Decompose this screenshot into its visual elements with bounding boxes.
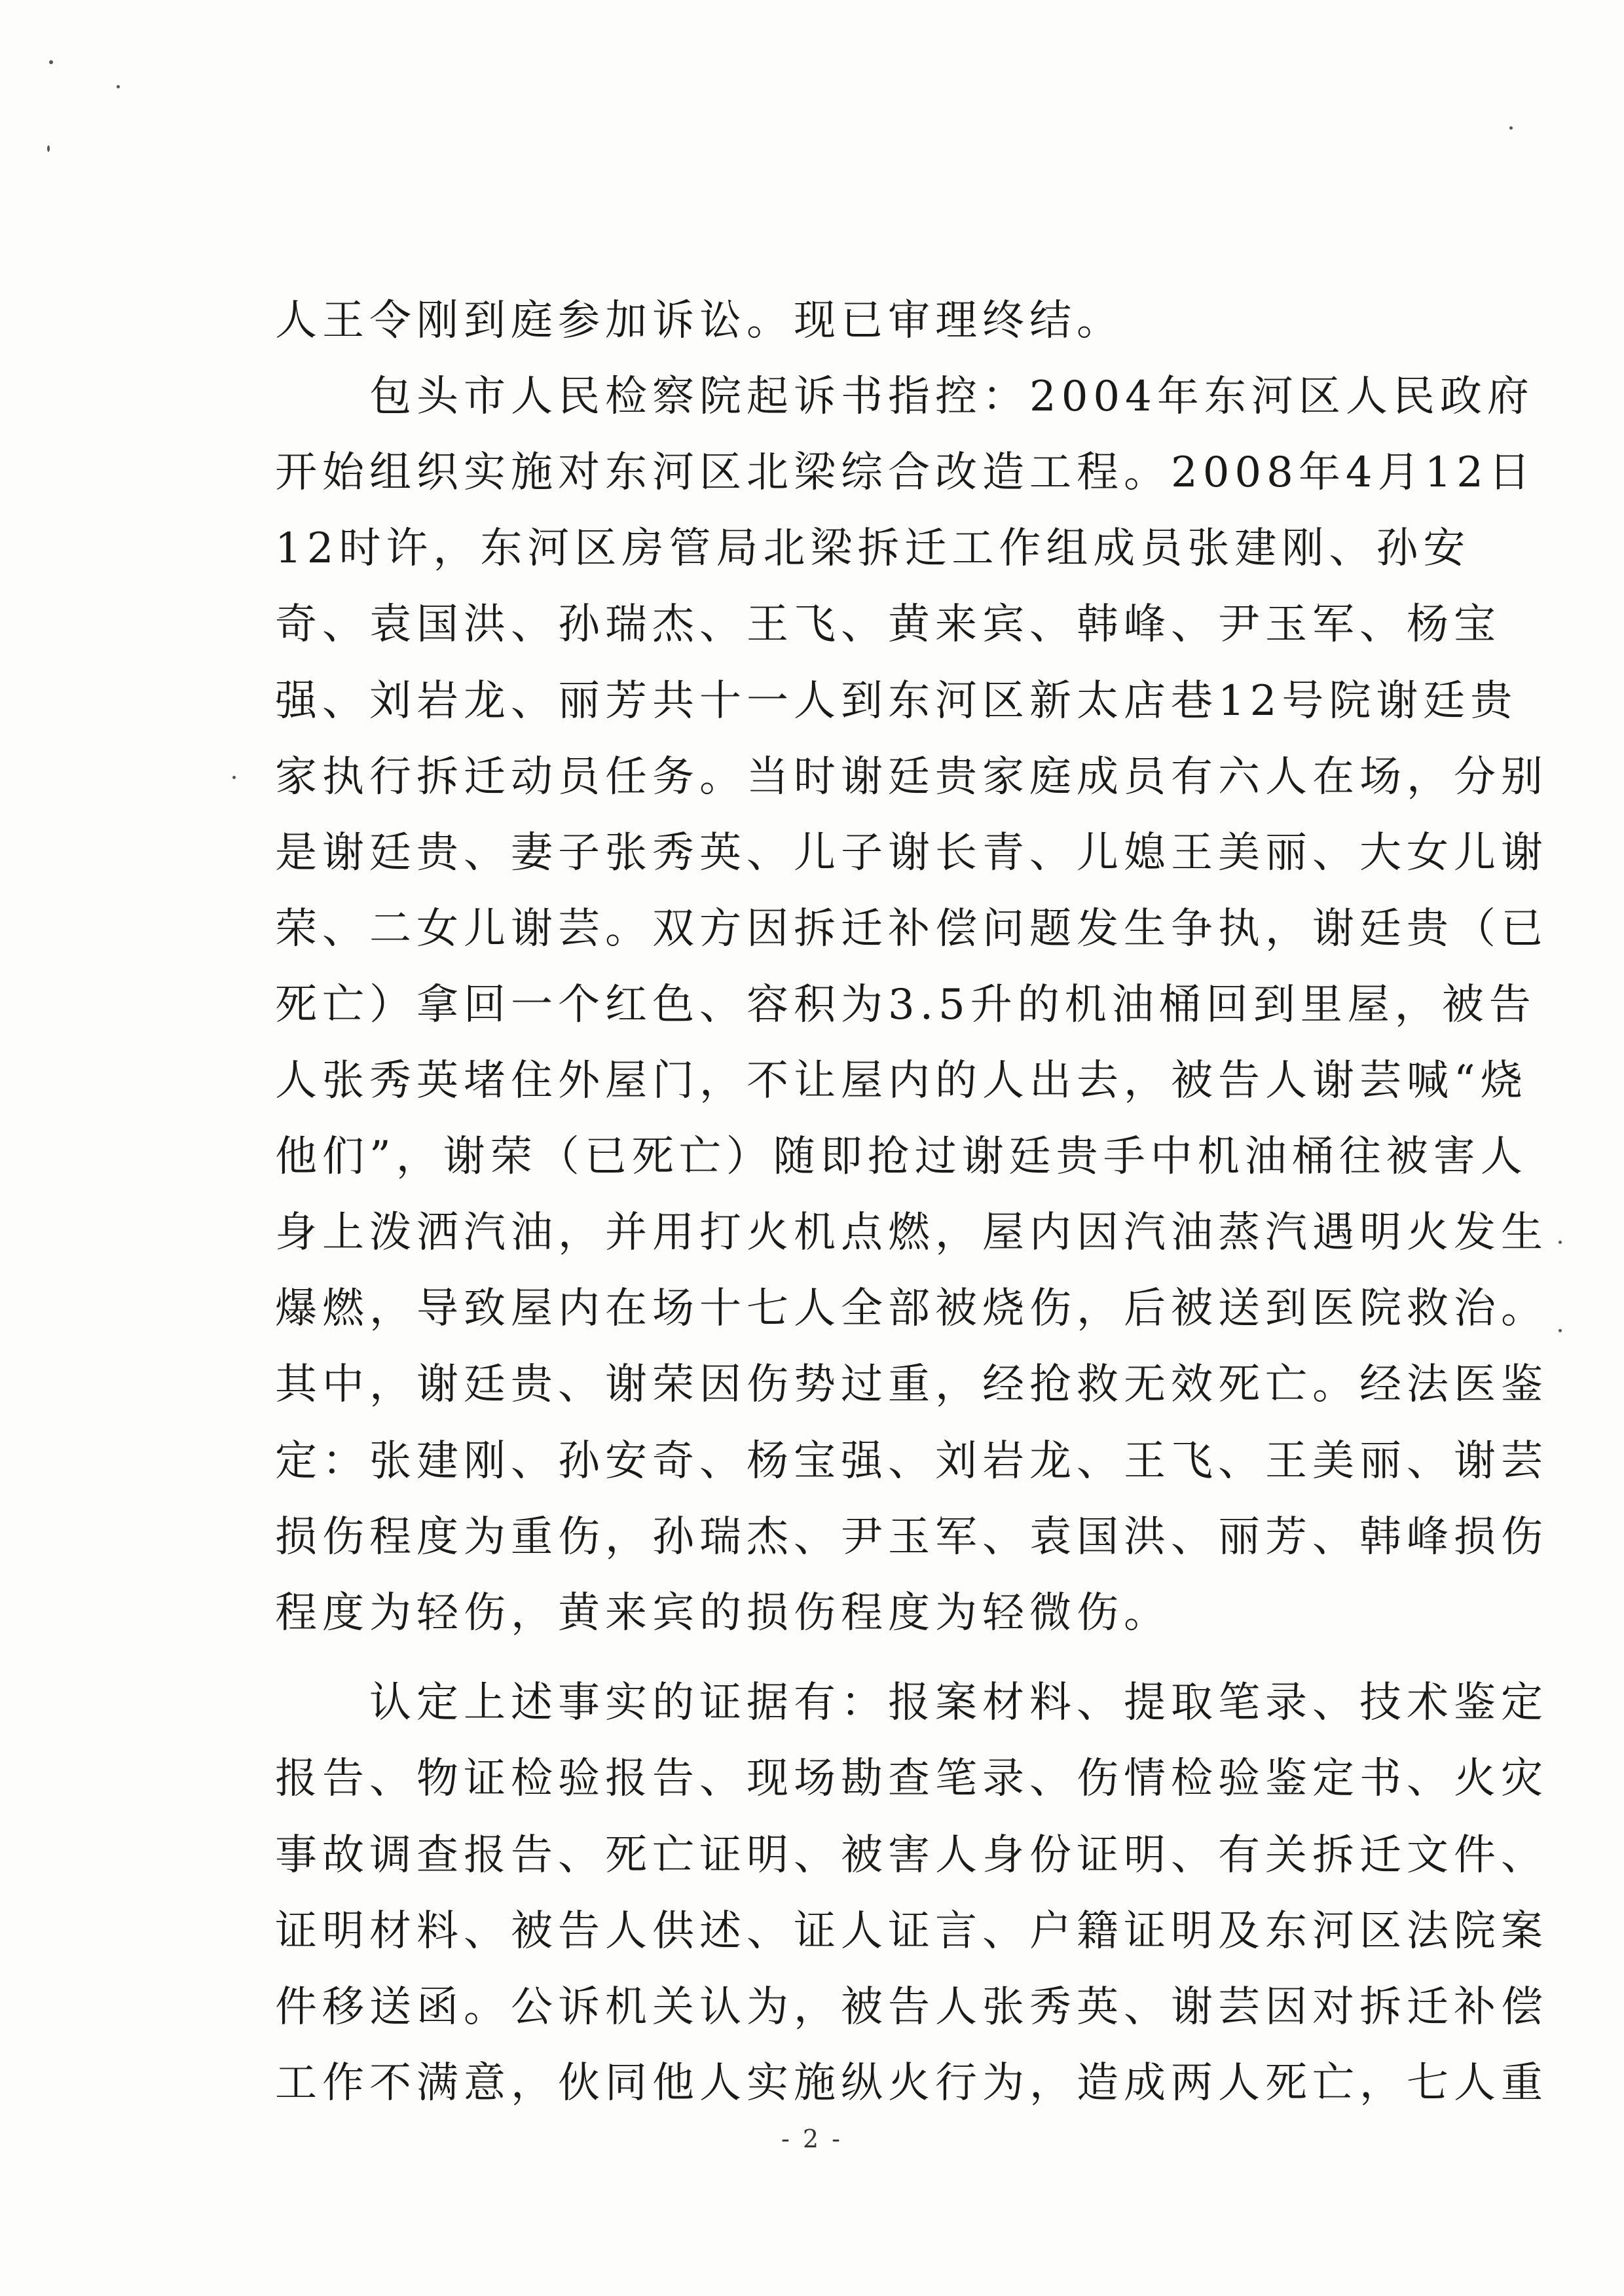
text-line: 认定上述事实的证据有：报案材料、提取笔录、技术鉴定 <box>275 1679 1548 1728</box>
scan-speck <box>47 145 50 152</box>
scan-speck <box>1559 1241 1562 1244</box>
text-line: 奇、袁国洪、孙瑞杰、王飞、黄来宾、韩峰、尹玉军、杨宝 <box>275 600 1501 649</box>
text-line: 12时许，东河区房管局北梁拆迁工作组成员张建刚、孙安 <box>275 524 1471 574</box>
page-number: - 2 - <box>781 2124 843 2153</box>
text-line: 强、刘岩龙、丽芳共十一人到东河区新太店巷12号院谢廷贵 <box>275 676 1518 725</box>
text-line: 死亡）拿回一个红色、容积为3.5升的机油桶回到里屋，被告 <box>275 980 1536 1029</box>
text-line: 包头市人民检察院起诉书指控：2004年东河区人民政府 <box>275 373 1534 422</box>
text-line: 人王令刚到庭参加诉讼。现已审理终结。 <box>275 297 1124 345</box>
text-line: 人张秀英堵住外屋门，不让屋内的人出去，被告人谢芸喊“烧 <box>275 1057 1528 1105</box>
text-line: 家执行拆迁动员任务。当时谢廷贵家庭成员有六人在场，分别 <box>275 752 1548 801</box>
text-line: 损伤程度为重伤，孙瑞杰、尹玉军、袁国洪、丽芳、韩峰损伤 <box>275 1512 1548 1561</box>
text-line: 事故调查报告、死亡证明、被害人身份证明、有关拆迁文件、 <box>275 1831 1548 1880</box>
scan-speck <box>232 776 236 779</box>
text-line: 荣、二女儿谢芸。双方因拆迁补偿问题发生争执，谢廷贵（已 <box>275 904 1548 953</box>
text-line: 爆燃，导致屋内在场十七人全部被烧伤，后被送到医院救治。 <box>275 1285 1548 1334</box>
text-line: 他们”，谢荣（已死亡）随即抢过谢廷贵手中机油桶往被害人 <box>275 1133 1528 1182</box>
text-line: 件移送函。公诉机关认为，被告人张秀英、谢芸因对拆迁补偿 <box>275 1982 1548 2032</box>
scan-speck <box>49 60 53 64</box>
scan-speck <box>1509 126 1513 130</box>
text-line: 证明材料、被告人供述、证人证言、户籍证明及东河区法院案 <box>275 1906 1548 1956</box>
text-line: 程度为轻伤，黄来宾的损伤程度为轻微伤。 <box>275 1588 1171 1637</box>
scan-speck <box>1559 1329 1562 1332</box>
text-line: 身上泼洒汽油，并用打火机点燃，屋内因汽油蒸汽遇明火发生 <box>275 1209 1548 1258</box>
text-line: 其中，谢廷贵、谢荣因伤势过重，经抢救无效死亡。经法医鉴 <box>275 1360 1548 1410</box>
text-line: 是谢廷贵、妻子张秀英、儿子谢长青、儿媳王美丽、大女儿谢 <box>275 828 1548 877</box>
text-line: 工作不满意，伙同他人实施纵火行为，造成两人死亡，七人重 <box>275 2058 1548 2107</box>
text-line: 定：张建刚、孙安奇、杨宝强、刘岩龙、王飞、王美丽、谢芸 <box>275 1436 1548 1485</box>
text-line: 开始组织实施对东河区北梁综合改造工程。2008年4月12日 <box>275 448 1536 498</box>
text-line: 报告、物证检验报告、现场勘查笔录、伤情检验鉴定书、火灾 <box>275 1755 1548 1804</box>
scan-speck <box>117 85 120 88</box>
